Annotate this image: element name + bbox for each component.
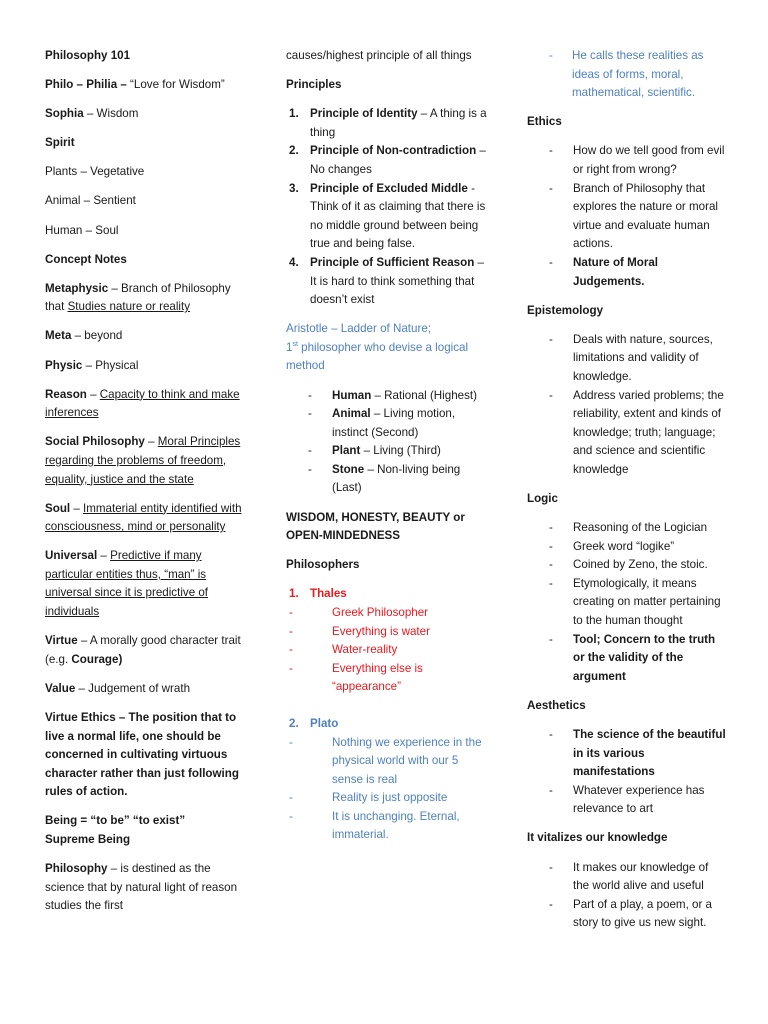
list-item: - Water-reality [289, 643, 398, 657]
list-item: - Coined by Zeno, the stoic. [549, 558, 708, 572]
aristotle-entry: Aristotle – Ladder of Nature; 1st philosopher who devise a logical method [286, 322, 469, 373]
vitalizes-heading: It vitalizes our knowledge [527, 831, 668, 845]
metaphysic-entry: Metaphysic – Branch of Philosophy that Studies nature or reality [45, 281, 231, 314]
meta-entry: Meta – beyond [45, 329, 123, 343]
list-item: - Nature of Moral Judgements. [549, 255, 659, 288]
column-3 [527, 0, 727, 943]
thales-list [286, 585, 488, 604]
ethics-list [527, 142, 727, 291]
list-item: - Greek Philosopher [289, 605, 429, 619]
list-item: 4. Principle of Sufficient Reason – It is hard to think something that doesn’t exist [289, 255, 484, 307]
plants-entry: Plants – Vegetative [45, 165, 145, 179]
column-1 [45, 0, 245, 926]
list-item: - Nothing we experience in the physical world with our 5 sense is real [289, 735, 482, 786]
list-item: - Greek word “logike” [549, 539, 675, 553]
epistemology-heading: Epistemology [527, 303, 604, 317]
list-item: - How do we tell good from evil or right from wrong? [549, 144, 725, 176]
list-item: - The science of the beautiful in its various manifestations [549, 728, 726, 779]
vitalizes-list [527, 859, 727, 933]
physic-entry: Physic – Physical [45, 358, 139, 372]
aesthetics-list [527, 726, 727, 819]
list-item: - He calls these realities as ideas of forms, moral, mathematical, scientific. [549, 49, 704, 100]
logic-heading: Logic [527, 491, 558, 505]
epistemology-list [527, 331, 727, 480]
philosophers-heading: Philosophers [286, 558, 360, 572]
concept-notes-heading: Concept Notes [45, 252, 127, 266]
list-item: 2. Plato [289, 716, 339, 730]
reason-entry: Reason – Capacity to think and make inferences [45, 387, 240, 420]
plato-continuation [527, 47, 727, 103]
virtue-ethics-entry: Virtue Ethics – The position that to live a normal life, one should be concerned in cultivating virtuous character rather than just following rules of action. [45, 710, 239, 799]
social-philosophy-entry: Social Philosophy – Moral Principles regarding the problems of freedom, equality, justice and the state [45, 435, 241, 486]
philo-entry: Philo – Philia – “Love for Wisdom” [45, 78, 225, 92]
list-item: 2. Principle of Non-contradiction – No changes [289, 144, 486, 176]
logic-list [527, 519, 727, 686]
column-2 [286, 0, 488, 856]
list-item: 1. Principle of Identity – A thing is a thing [289, 107, 487, 139]
soul-entry: Soul – Immaterial entity identified with consciousness, mind or personality [45, 501, 242, 534]
plato-points [286, 734, 488, 846]
ladder-list [286, 387, 488, 499]
list-item: - Etymologically, it means creating on matter pertaining to the human thought [549, 576, 721, 628]
causes-continuation: causes/highest principle of all things [286, 49, 472, 62]
list-item: - Stone – Non-living being (Last) [308, 462, 461, 495]
list-item: - Everything else is “appearance” [289, 661, 423, 694]
aesthetics-heading: Aesthetics [527, 698, 586, 712]
list-item: - Whatever experience has relevance to art [549, 783, 705, 816]
human-entry: Human – Soul [45, 223, 119, 237]
list-item: - Everything is water [289, 624, 430, 638]
list-item: - Animal – Living motion, instinct (Second) [308, 407, 456, 439]
spirit-heading: Spirit [45, 136, 75, 150]
list-item: - Tool; Concern to the truth or the validity of the argument [549, 632, 716, 683]
list-item: - Human – Rational (Highest) [308, 388, 477, 402]
value-entry: Value – Judgement of wrath [45, 681, 191, 695]
list-item: 3. Principle of Excluded Middle - Think of it as claiming that there is no middle ground between being true and being false. [289, 181, 486, 251]
plato-list [286, 715, 488, 734]
list-item: 1. Thales [289, 587, 347, 601]
sophia-entry: Sophia – Wisdom [45, 107, 139, 121]
list-item: - It is unchanging. Eternal, immaterial. [289, 809, 460, 842]
list-item: - Deals with nature, sources, limitations and validity of knowledge. [549, 332, 713, 383]
document-title: Philosophy 101 [45, 49, 131, 62]
ethics-heading: Ethics [527, 115, 562, 129]
list-item: - Address varied problems; the reliability, extent and kinds of knowledge; truth; language; and science and scientific knowledge [549, 388, 724, 476]
list-item: - Part of a play, a poem, or a story to give us new sight. [549, 897, 712, 930]
principles-heading: Principles [286, 78, 342, 92]
wisdom-heading: WISDOM, HONESTY, BEAUTY or OPEN-MINDEDNESS [286, 510, 465, 543]
philosophy-entry: Philosophy – is destined as the science that by natural light of reason studies the first [45, 862, 238, 913]
list-item: - It makes our knowledge of the world alive and useful [549, 860, 709, 893]
virtue-entry: Virtue – A morally good character trait (e.g. Courage) [45, 634, 241, 666]
list-item: - Reality is just opposite [289, 791, 448, 805]
principles-list [286, 105, 488, 310]
thales-points [286, 604, 488, 697]
universal-entry: Universal – Predictive if many particular entities thus, “man” is universal since it is predictive of individuals [45, 549, 209, 619]
list-item: - Reasoning of the Logician [549, 521, 708, 535]
list-item: - Branch of Philosophy that explores the nature or moral virtue and evaluate human actions. [549, 181, 718, 251]
being-entry: Being = “to be” “to exist” Supreme Being [45, 814, 186, 846]
list-item: - Plant – Living (Third) [308, 444, 441, 458]
animal-entry: Animal – Sentient [45, 194, 136, 208]
